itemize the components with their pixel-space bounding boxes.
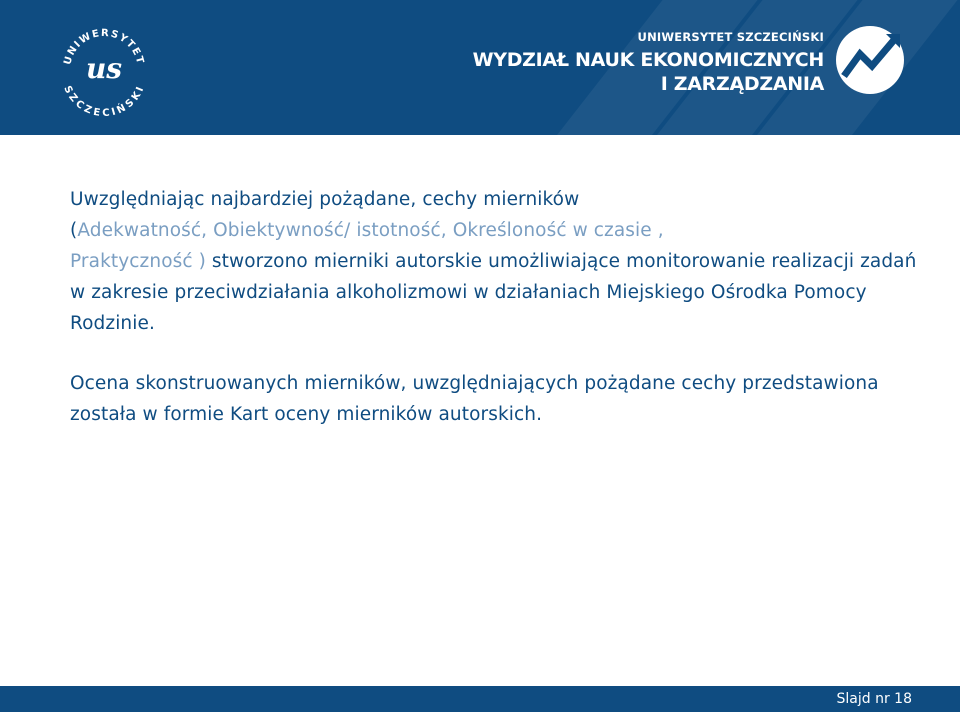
paragraph-evaluation: Ocena skonstruowanych mierników, uwzględniających pożądane cechy przedstawiona została w formie Kart oceny mierników autorskich.: [70, 373, 879, 425]
faculty-name: [473, 48, 824, 96]
para1-intro: Uwzględniając najbardziej pożądane, cechy mierników: [70, 189, 580, 210]
faculty-name-line1: WYDZIAŁ NAUK EKONOMICZNYCH: [472, 49, 824, 71]
slide-footer: [0, 686, 960, 712]
faculty-name-line2: I ZARZĄDZANIA: [660, 73, 824, 95]
paragraph-criteria: [70, 184, 930, 339]
slide-body: [70, 184, 930, 430]
para1-open-paren: (: [70, 220, 78, 241]
svg-text:SZCZECIŃSKI: SZCZECIŃSKI: [60, 84, 148, 116]
growth-chart-icon: [834, 24, 906, 96]
features-list-line2: Praktyczność ): [70, 251, 206, 272]
logo-mark-text: us: [85, 52, 123, 85]
slide-number: Slajd nr 18: [836, 691, 912, 707]
university-name: UNIWERSYTET SZCZECIŃSKI: [637, 30, 824, 44]
features-list-line1: Adekwatność, Obiektywność/ istotność, Określoność w czasie ,: [77, 220, 664, 241]
university-seal-logo: [56, 20, 152, 116]
slide-header: [0, 0, 960, 135]
svg-text:UNIWERSYTET: UNIWERSYTET: [62, 27, 146, 67]
para1-rest: stworzono mierniki autorskie umożliwiające monitorowanie realizacji zadań w zakresie przeciwdziałania alkoholizmowi w działaniach Miejskiego Ośrodka Pomocy Rodzinie.: [70, 251, 917, 334]
